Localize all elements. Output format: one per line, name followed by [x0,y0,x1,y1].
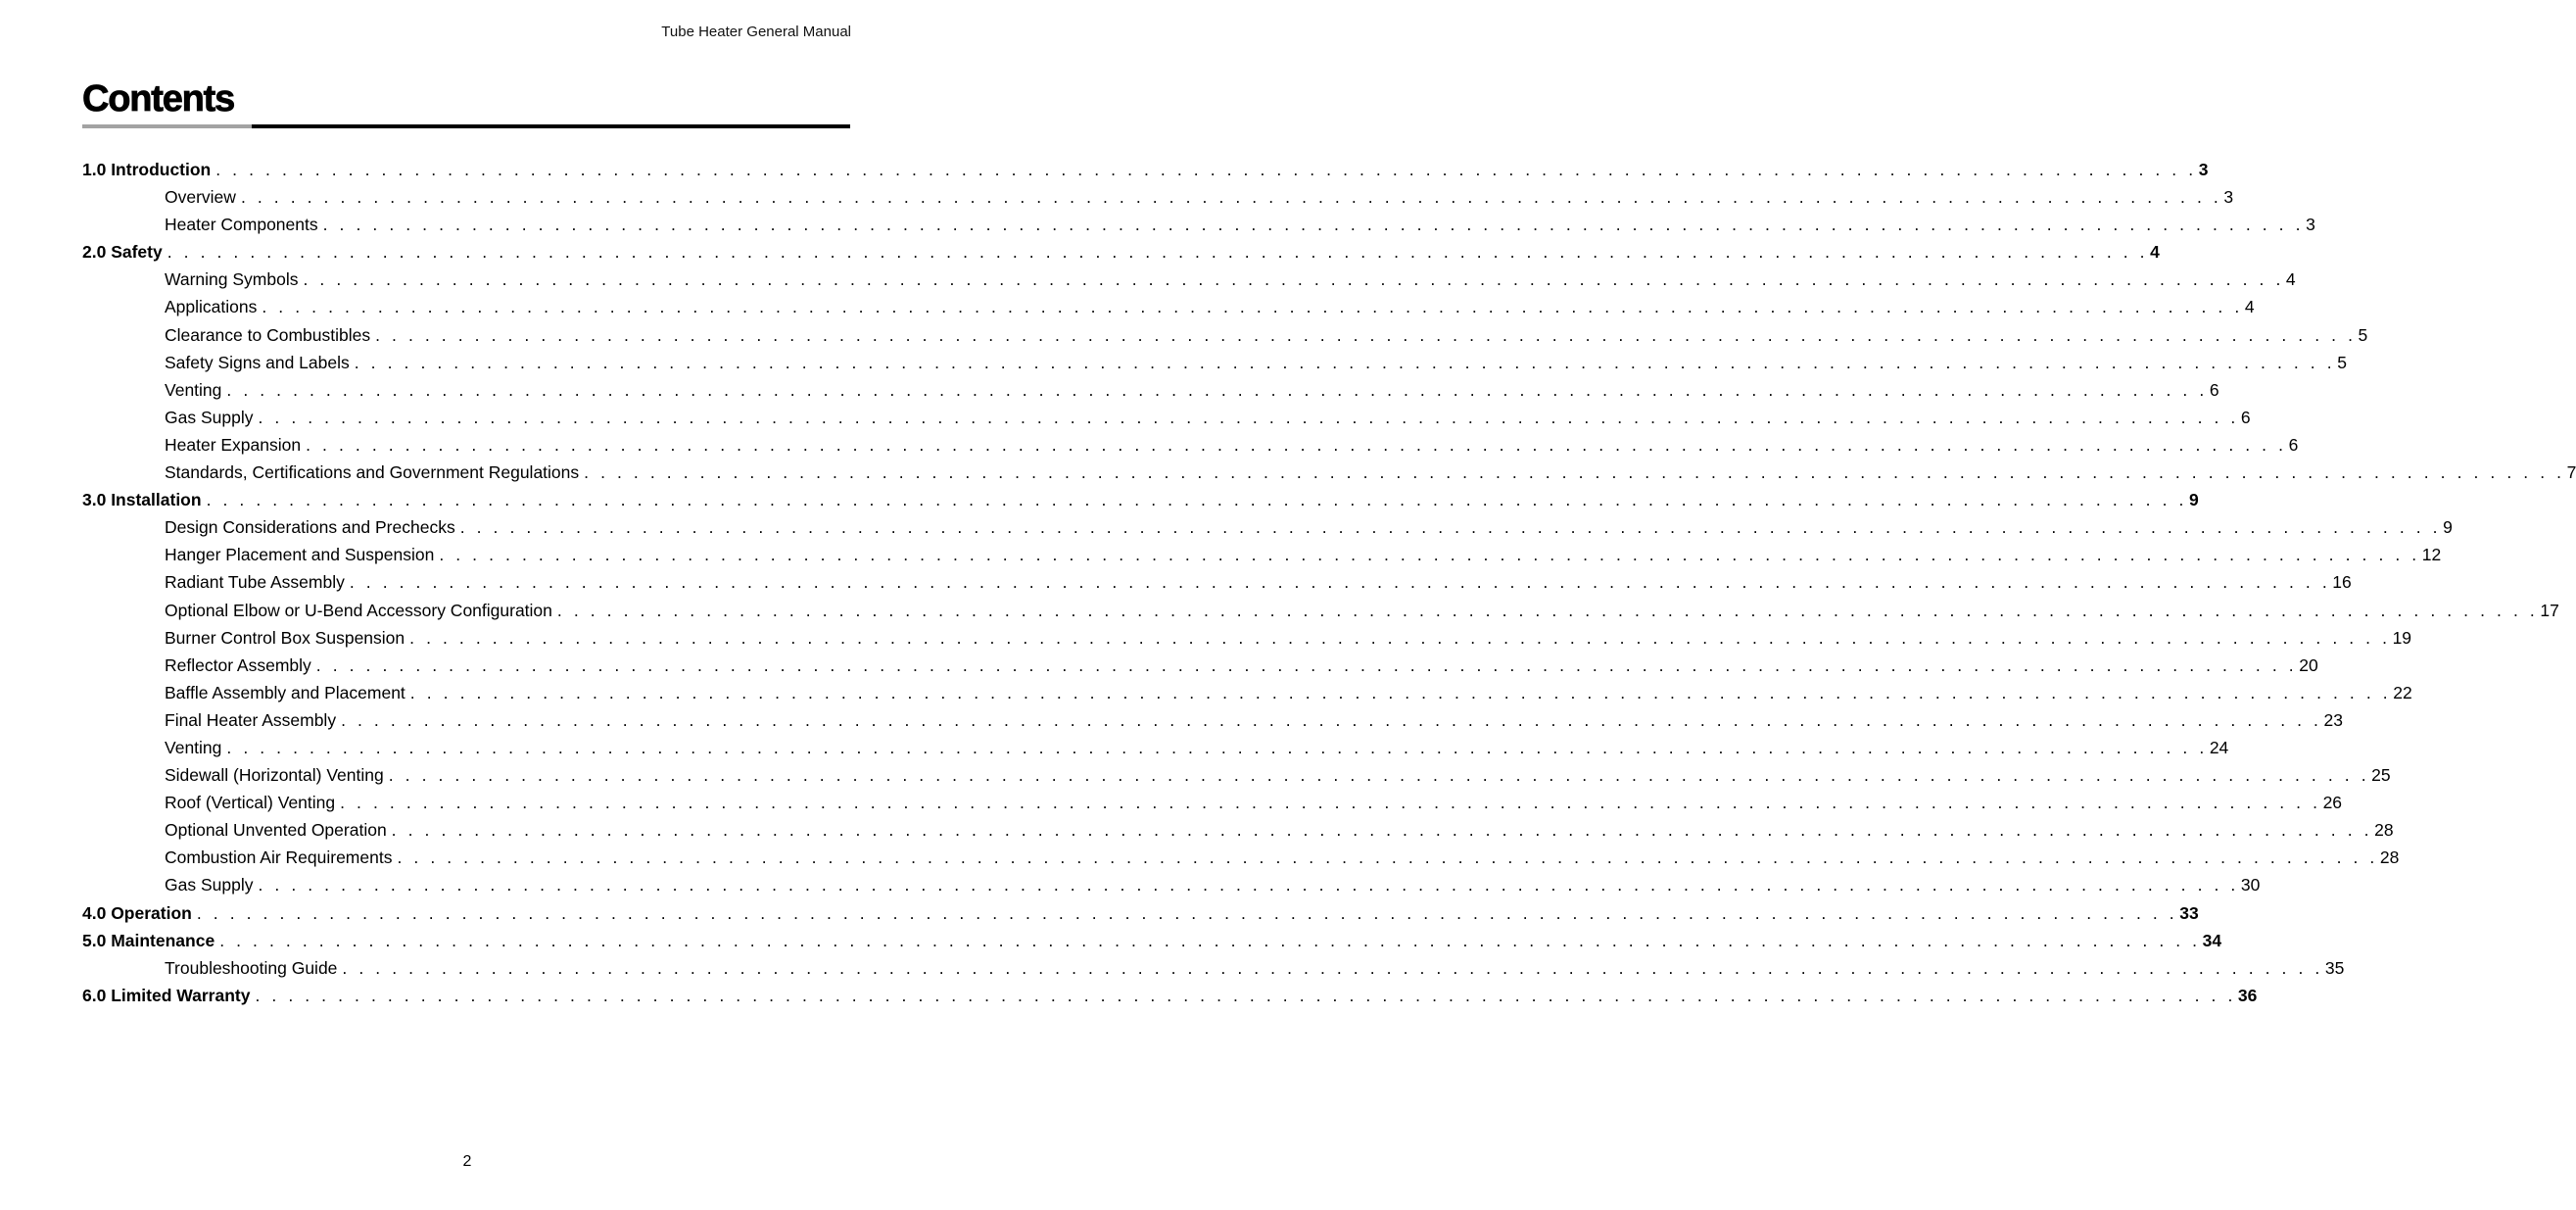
dot-leader: . . . . . . . . . . . . . . . . . . . . . . . . . . . . . . . . . . . . . . . . . . . . . . . . . . . . . . . . . . . . . . . . . . . . . . . . . . . . . . . . . . . . . . . . . . . . . . . . . . . . . . . . . . . . . . . . . . . . . . . . [240,187,2222,208]
dot-leader: . . . . . . . . . . . . . . . . . . . . . . . . . . . . . . . . . . . . . . . . . . . . . . . . . . . . . . . . . . . . . . . . . . . . . . . . . . . . . . . . . . . . . . . . . . . . . . . . . . . . . . . . . . . . . . . . . . . . . . . . [388,765,2370,786]
dot-leader: . . . . . . . . . . . . . . . . . . . . . . . . . . . . . . . . . . . . . . . . . . . . . . . . . . . . . . . . . . . . . . . . . . . . . . . . . . . . . . . . . . . . . . . . . . . . . . . . . . . . . . . . . . . . . . . . . . . . . . . . [322,215,2305,235]
toc-entry-page: 34 [2202,930,2222,950]
toc-entry-label: 6.0 Limited Warranty [82,985,251,1005]
dot-leader: . . . . . . . . . . . . . . . . . . . . . . . . . . . . . . . . . . . . . . . . . . . . . . . . . . . . . . . . . . . . . . . . . . . . . . . . . . . . . . . . . . . . . . . . . . . . . . . . . . . . . . . . . . . . . . . . . . . . . . . . [340,793,2321,813]
dot-leader: . . . . . . . . . . . . . . . . . . . . . . . . . . . . . . . . . . . . . . . . . . . . . . . . . . . . . . . . . . . . . . . . . . . . . . . . . . . . . . . . . . . . . . . . . . . . . . . . . . . . . . . . . . . . . . . . . . . . . . . . [584,462,2565,483]
toc-entry-page: 3 [2306,215,2315,235]
dot-leader: . . . . . . . . . . . . . . . . . . . . . . . . . . . . . . . . . . . . . . . . . . . . . . . . . . . . . . . . . . . . . . . . . . . . . . . . . . . . . . . . . . . . . . . . . . . . . . . . . . . . . . . . . . . . . . . . . . . . . . . . [409,627,2391,648]
toc-entry-label: Reflector Assembly [165,654,311,675]
toc-subsection-entry[interactable] [82,297,2255,324]
toc-entry-label: Overview [165,187,236,208]
dot-leader: . . . . . . . . . . . . . . . . . . . . . . . . . . . . . . . . . . . . . . . . . . . . . . . . . . . . . . . . . . . . . . . . . . . . . . . . . . . . . . . . . . . . . . . . . . . . . . . . . . . . . . . . . . . . . . . . . . . . . . . . [556,600,2539,620]
toc-section-entry[interactable] [82,902,2199,931]
toc-entry-page: 28 [2374,820,2394,841]
toc-subsection-entry[interactable] [82,215,2315,242]
dot-leader: . . . . . . . . . . . . . . . . . . . . . . . . . . . . . . . . . . . . . . . . . . . . . . . . . . . . . . . . . . . . . . . . . . . . . . . . . . . . . . . . . . . . . . . . . . . . . . . . . . . . . . . . . . . . . . . . . . . . . . . . [226,379,2208,400]
toc-entry-label: Applications [165,297,258,317]
toc-entry-page: 36 [2237,985,2258,1005]
toc-section-entry[interactable] [82,490,2199,517]
toc-entry-page: 3 [2198,160,2209,179]
dot-leader: . . . . . . . . . . . . . . . . . . . . . . . . . . . . . . . . . . . . . . . . . . . . . . . . . . . . . . . . . . . . . . . . . . . . . . . . . . . . . . . . . . . . . . . . . . . . . . . . . . . . . . . . . . . . . . . . . . . . . . . . [459,517,2442,538]
dot-leader: . . . . . . . . . . . . . . . . . . . . . . . . . . . . . . . . . . . . . . . . . . . . . . . . . . . . . . . . . . . . . . . . . . . . . . . . . . . . . . . . . . . . . . . . . . . . . . . . . . . . . . . . . . . . . . . . . . . . . . . . [349,572,2331,593]
toc-entry-label: Design Considerations and Prechecks [165,517,455,538]
dot-leader: . . . . . . . . . . . . . . . . . . . . . . . . . . . . . . . . . . . . . . . . . . . . . . . . . . . . . . . . . . . . . . . . . . . . . . . . . . . . . . . . . . . . . . . . . . . . . . . . . . . . . . . . . . . . . . . . . . . . . . . . [255,985,2236,1005]
toc-entry-page: 23 [2323,709,2343,730]
dot-leader: . . . . . . . . . . . . . . . . . . . . . . . . . . . . . . . . . . . . . . . . . . . . . . . . . . . . . . . . . . . . . . . . . . . . . . . . . . . . . . . . . . . . . . . . . . . . . . . . . . . . . . . . . . . . . . . . . . . . . . . . [439,545,2420,565]
toc-entry-page: 7 [2566,462,2576,483]
toc-subsection-entry[interactable] [82,654,2318,683]
toc-entry-label: Optional Elbow or U-Bend Accessory Configuration [165,600,552,620]
toc-entry-label: Radiant Tube Assembly [165,572,345,593]
toc-subsection-entry[interactable] [82,875,2261,902]
toc-entry-label: Combustion Air Requirements [165,847,393,868]
dot-leader: . . . . . . . . . . . . . . . . . . . . . . . . . . . . . . . . . . . . . . . . . . . . . . . . . . . . . . . . . . . . . . . . . . . . . . . . . . . . . . . . . . . . . . . . . . . . . . . . . . . . . . . . . . . . . . . . . . . . . . . . [167,242,2149,263]
dot-leader: . . . . . . . . . . . . . . . . . . . . . . . . . . . . . . . . . . . . . . . . . . . . . . . . . . . . . . . . . . . . . . . . . . . . . . . . . . . . . . . . . . . . . . . . . . . . . . . . . . . . . . . . . . . . . . . . . . . . . . . . [354,352,2336,372]
dot-leader: . . . . . . . . . . . . . . . . . . . . . . . . . . . . . . . . . . . . . . . . . . . . . . . . . . . . . . . . . . . . . . . . . . . . . . . . . . . . . . . . . . . . . . . . . . . . . . . . . . . . . . . . . . . . . . . . . . . . . . . . [409,682,2392,702]
toc-entry-label: Final Heater Assembly [165,709,337,730]
toc-subsection-entry[interactable] [82,434,2299,462]
toc-entry-page: 16 [2332,572,2352,593]
table-of-contents [82,160,2576,1013]
dot-leader: . . . . . . . . . . . . . . . . . . . . . . . . . . . . . . . . . . . . . . . . . . . . . . . . . . . . . . . . . . . . . . . . . . . . . . . . . . . . . . . . . . . . . . . . . . . . . . . . . . . . . . . . . . . . . . . . . . . . . . . . [258,407,2239,427]
toc-entry-label: Gas Supply [165,407,254,427]
toc-subsection-entry[interactable] [82,379,2219,408]
toc-subsection-entry[interactable] [82,462,2576,490]
toc-subsection-entry[interactable] [82,572,2352,600]
dot-leader: . . . . . . . . . . . . . . . . . . . . . . . . . . . . . . . . . . . . . . . . . . . . . . . . . . . . . . . . . . . . . . . . . . . . . . . . . . . . . . . . . . . . . . . . . . . . . . . . . . . . . . . . . . . . . . . . . . . . . . . . [215,160,2197,179]
toc-entry-label: Gas Supply [165,875,254,895]
toc-subsection-entry[interactable] [82,517,2453,545]
toc-subsection-entry[interactable] [82,682,2412,710]
dot-leader: . . . . . . . . . . . . . . . . . . . . . . . . . . . . . . . . . . . . . . . . . . . . . . . . . . . . . . . . . . . . . . . . . . . . . . . . . . . . . . . . . . . . . . . . . . . . . . . . . . . . . . . . . . . . . . . . . . . . . . . . [226,737,2208,757]
page-number: 2 [462,1153,472,1170]
toc-entry-page: 9 [2443,517,2453,538]
toc-entry-page: 17 [2540,600,2559,620]
running-header: Tube Heater General Manual [661,24,851,40]
toc-entry-label: 1.0 Introduction [82,160,212,179]
toc-entry-label: Optional Unvented Operation [165,820,387,841]
toc-section-entry[interactable] [82,242,2160,269]
toc-section-entry[interactable] [82,985,2258,1013]
toc-entry-label: Standards, Certifications and Government Regulations [165,462,580,483]
toc-entry-label: 5.0 Maintenance [82,930,215,950]
toc-entry-label: Safety Signs and Labels [165,352,350,372]
title-rule [252,124,850,128]
dot-leader: . . . . . . . . . . . . . . . . . . . . . . . . . . . . . . . . . . . . . . . . . . . . . . . . . . . . . . . . . . . . . . . . . . . . . . . . . . . . . . . . . . . . . . . . . . . . . . . . . . . . . . . . . . . . . . . . . . . . . . . . [206,490,2187,510]
toc-entry-label: Hanger Placement and Suspension [165,545,435,565]
toc-entry-page: 5 [2337,352,2347,372]
toc-entry-label: 2.0 Safety [82,242,163,263]
toc-entry-page: 4 [2244,297,2255,317]
toc-entry-page: 20 [2299,654,2318,675]
toc-entry-page: 12 [2421,545,2442,565]
dot-leader: . . . . . . . . . . . . . . . . . . . . . . . . . . . . . . . . . . . . . . . . . . . . . . . . . . . . . . . . . . . . . . . . . . . . . . . . . . . . . . . . . . . . . . . . . . . . . . . . . . . . . . . . . . . . . . . . . . . . . . . . [303,269,2284,290]
toc-subsection-entry[interactable] [82,407,2251,435]
toc-entry-label: Venting [165,379,222,400]
toc-subsection-entry[interactable] [82,793,2343,820]
toc-entry-label: Venting [165,737,222,757]
toc-entry-page: 28 [2379,847,2400,868]
toc-entry-label: Baffle Assembly and Placement [165,682,405,702]
dot-leader: . . . . . . . . . . . . . . . . . . . . . . . . . . . . . . . . . . . . . . . . . . . . . . . . . . . . . . . . . . . . . . . . . . . . . . . . . . . . . . . . . . . . . . . . . . . . . . . . . . . . . . . . . . . . . . . . . . . . . . . . [219,930,2201,950]
dot-leader: . . . . . . . . . . . . . . . . . . . . . . . . . . . . . . . . . . . . . . . . . . . . . . . . . . . . . . . . . . . . . . . . . . . . . . . . . . . . . . . . . . . . . . . . . . . . . . . . . . . . . . . . . . . . . . . . . . . . . . . . [375,324,2357,345]
toc-entry-label: Clearance to Combustibles [165,324,371,345]
toc-subsection-entry[interactable] [82,627,2412,655]
toc-entry-page: 33 [2179,902,2199,923]
toc-subsection-entry[interactable] [82,324,2368,353]
toc-subsection-entry[interactable] [82,545,2442,572]
dot-leader: . . . . . . . . . . . . . . . . . . . . . . . . . . . . . . . . . . . . . . . . . . . . . . . . . . . . . . . . . . . . . . . . . . . . . . . . . . . . . . . . . . . . . . . . . . . . . . . . . . . . . . . . . . . . . . . . . . . . . . . . [341,709,2322,730]
page-title: Contents [82,78,235,120]
toc-entry-page: 4 [2150,242,2160,263]
toc-entry-label: Sidewall (Horizontal) Venting [165,765,384,786]
title-rule-accent [82,124,252,128]
toc-subsection-entry[interactable] [82,187,2234,215]
dot-leader: . . . . . . . . . . . . . . . . . . . . . . . . . . . . . . . . . . . . . . . . . . . . . . . . . . . . . . . . . . . . . . . . . . . . . . . . . . . . . . . . . . . . . . . . . . . . . . . . . . . . . . . . . . . . . . . . . . . . . . . . [342,957,2323,978]
toc-subsection-entry[interactable] [82,957,2345,986]
toc-subsection-entry[interactable] [82,709,2343,738]
dot-leader: . . . . . . . . . . . . . . . . . . . . . . . . . . . . . . . . . . . . . . . . . . . . . . . . . . . . . . . . . . . . . . . . . . . . . . . . . . . . . . . . . . . . . . . . . . . . . . . . . . . . . . . . . . . . . . . . . . . . . . . . [258,875,2239,895]
toc-entry-label: Burner Control Box Suspension [165,627,405,648]
toc-entry-label: 4.0 Operation [82,902,192,923]
toc-entry-page: 19 [2392,627,2412,648]
toc-subsection-entry[interactable] [82,820,2394,847]
toc-entry-page: 25 [2371,765,2391,786]
toc-entry-label: Warning Symbols [165,269,299,290]
toc-subsection-entry[interactable] [82,737,2229,765]
dot-leader: . . . . . . . . . . . . . . . . . . . . . . . . . . . . . . . . . . . . . . . . . . . . . . . . . . . . . . . . . . . . . . . . . . . . . . . . . . . . . . . . . . . . . . . . . . . . . . . . . . . . . . . . . . . . . . . . . . . . . . . . [397,847,2378,868]
toc-subsection-entry[interactable] [82,269,2296,297]
toc-entry-label: Roof (Vertical) Venting [165,793,336,813]
toc-entry-page: 22 [2393,682,2412,702]
dot-leader: . . . . . . . . . . . . . . . . . . . . . . . . . . . . . . . . . . . . . . . . . . . . . . . . . . . . . . . . . . . . . . . . . . . . . . . . . . . . . . . . . . . . . . . . . . . . . . . . . . . . . . . . . . . . . . . . . . . . . . . . [306,434,2287,455]
toc-entry-page: 6 [2240,407,2251,427]
toc-entry-page: 35 [2324,957,2345,978]
toc-entry-page: 24 [2209,737,2229,757]
toc-entry-page: 6 [2288,434,2299,455]
toc-entry-label: 3.0 Installation [82,490,202,510]
toc-entry-label: Heater Expansion [165,434,302,455]
toc-entry-page: 26 [2322,793,2343,813]
toc-subsection-entry[interactable] [82,847,2400,875]
dot-leader: . . . . . . . . . . . . . . . . . . . . . . . . . . . . . . . . . . . . . . . . . . . . . . . . . . . . . . . . . . . . . . . . . . . . . . . . . . . . . . . . . . . . . . . . . . . . . . . . . . . . . . . . . . . . . . . . . . . . . . . . [262,297,2243,317]
toc-entry-page: 5 [2358,324,2368,345]
toc-entry-label: Troubleshooting Guide [165,957,338,978]
toc-section-entry[interactable] [82,930,2222,958]
toc-entry-page: 30 [2240,875,2261,895]
dot-leader: . . . . . . . . . . . . . . . . . . . . . . . . . . . . . . . . . . . . . . . . . . . . . . . . . . . . . . . . . . . . . . . . . . . . . . . . . . . . . . . . . . . . . . . . . . . . . . . . . . . . . . . . . . . . . . . . . . . . . . . . [196,902,2178,923]
toc-subsection-entry[interactable] [82,765,2391,793]
toc-entry-label: Heater Components [165,215,318,235]
toc-section-entry[interactable] [82,160,2209,187]
toc-entry-page: 9 [2189,490,2199,510]
toc-subsection-entry[interactable] [82,600,2559,628]
dot-leader: . . . . . . . . . . . . . . . . . . . . . . . . . . . . . . . . . . . . . . . . . . . . . . . . . . . . . . . . . . . . . . . . . . . . . . . . . . . . . . . . . . . . . . . . . . . . . . . . . . . . . . . . . . . . . . . . . . . . . . . . [391,820,2373,841]
toc-subsection-entry[interactable] [82,352,2347,380]
dot-leader: . . . . . . . . . . . . . . . . . . . . . . . . . . . . . . . . . . . . . . . . . . . . . . . . . . . . . . . . . . . . . . . . . . . . . . . . . . . . . . . . . . . . . . . . . . . . . . . . . . . . . . . . . . . . . . . . . . . . . . . . [315,654,2298,675]
toc-entry-page: 4 [2285,269,2296,290]
toc-entry-page: 3 [2223,187,2234,208]
toc-entry-page: 6 [2209,379,2219,400]
